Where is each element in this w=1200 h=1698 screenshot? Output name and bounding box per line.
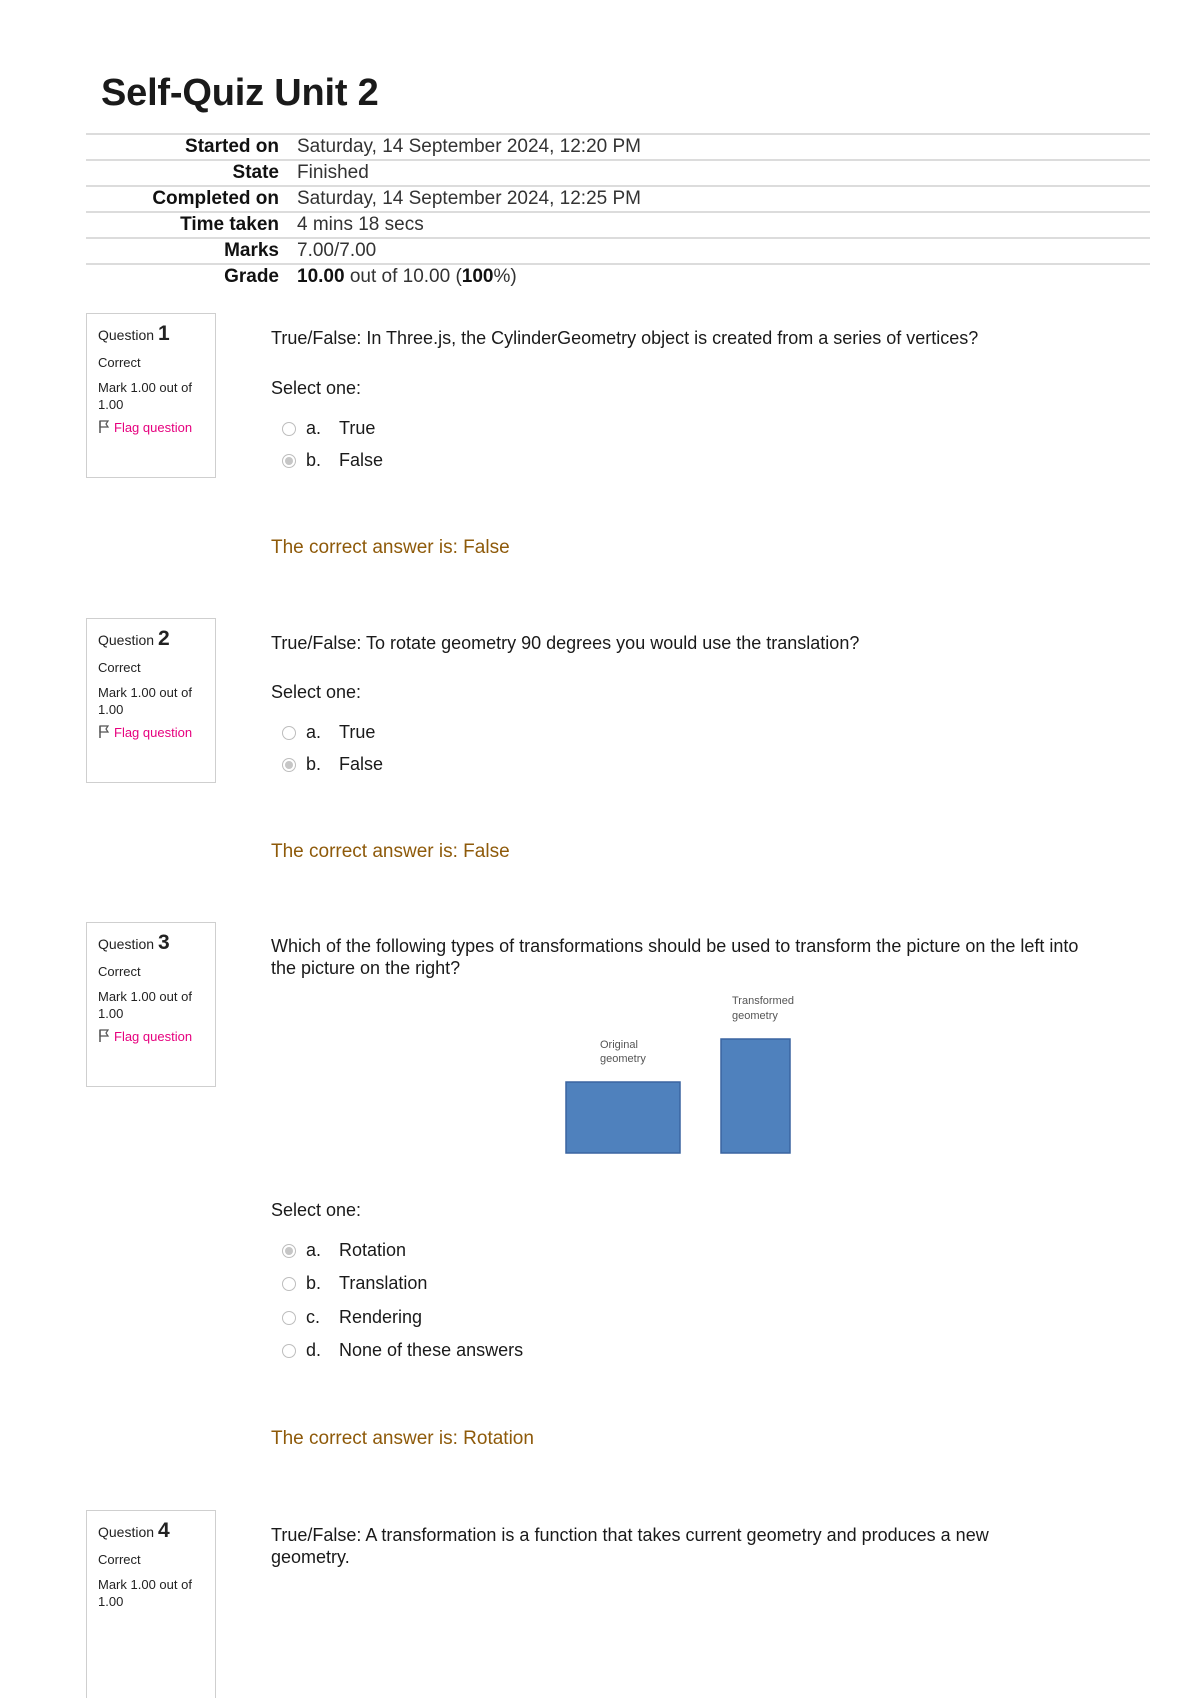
answer-option-selected[interactable] [282,752,383,776]
summary-row-started [86,134,1150,160]
option-letter: b. [306,450,322,470]
select-one-label: Select one: [271,682,362,702]
answer-option[interactable] [282,416,375,440]
transformed-geometry-rect [721,1039,790,1153]
question-state: Correct [98,964,141,979]
question-number [98,1519,215,1543]
option-letter: d. [306,1340,322,1360]
answer-option[interactable] [282,1305,422,1329]
option-text: None of these answers [339,1340,524,1360]
summary-label: Grade [86,264,297,289]
question-mark: Mark 1.00 out of 1.00 [98,380,192,412]
radio-button[interactable] [282,1311,296,1325]
summary-row-marks [86,238,1150,264]
option-letter: c. [306,1307,321,1327]
option-letter: a. [306,722,322,742]
radio-button[interactable] [282,422,296,436]
radio-button[interactable] [282,1244,296,1258]
question-number-value: 3 [158,931,170,954]
question-number-value: 1 [158,322,170,345]
flag-label: Flag question [114,420,193,435]
question-number [98,322,215,346]
select-one-label: Select one: [271,378,362,398]
question-info-4 [86,1510,216,1698]
question-info-2 [86,618,216,783]
summary-row-time-taken [86,212,1150,238]
radio-button[interactable] [282,726,296,740]
select-one-label: Select one: [271,1200,362,1220]
option-text: Rendering [339,1307,423,1327]
summary-row-grade [86,264,1150,289]
summary-label: Time taken [86,212,297,238]
radio-button[interactable] [282,454,296,468]
question-mark: Mark 1.00 out of 1.00 [98,989,192,1021]
flag-label: Flag question [114,1029,193,1044]
question-mark: Mark 1.00 out of 1.00 [98,1577,192,1609]
flag-question-link[interactable] [98,419,215,436]
correct-answer-feedback: The correct answer is: False [271,841,510,862]
summary-value [297,264,1150,289]
question-text-3: Which of the following types of transformations should be used to transform the picture on the left into the picture on the right? [271,936,1079,978]
grade-out-of: out of 10.00 ( [344,266,462,287]
summary-value: 7.00/7.00 [297,238,1150,264]
question-text-2: True/False: To rotate geometry 90 degrees you would use the translation? [271,633,860,653]
question-mark: Mark 1.00 out of 1.00 [98,685,192,717]
original-label-line-2: geometry [600,1053,646,1065]
question-number [98,931,215,955]
option-text: False [339,450,384,470]
question-state: Correct [98,355,141,370]
question-state: Correct [98,1552,141,1567]
option-letter: b. [306,754,322,774]
option-text: True [339,722,376,742]
summary-value: Saturday, 14 September 2024, 12:25 PM [297,186,1150,212]
transformation-figure [560,990,820,1170]
answer-option[interactable] [282,720,375,744]
transformed-label-line-1: Transformed [732,995,794,1007]
flag-question-link[interactable] [98,724,215,741]
grade-value: 10.00 [297,266,345,287]
radio-button[interactable] [282,1277,296,1291]
summary-row-completed [86,186,1150,212]
correct-answer-feedback: The correct answer is: Rotation [271,1428,534,1449]
page-title: Self-Quiz Unit 2 [101,72,379,114]
option-letter: b. [306,1273,322,1293]
correct-answer-feedback: The correct answer is: False [271,537,510,558]
summary-label: State [86,160,297,186]
question-number-value: 4 [158,1519,170,1542]
flag-label: Flag question [114,725,193,740]
radio-button[interactable] [282,1344,296,1358]
summary-value: 4 mins 18 secs [297,212,1150,238]
option-text: True [339,418,376,438]
transformed-label-line-2: geometry [732,1010,778,1022]
flag-icon [98,1029,110,1043]
summary-value: Finished [297,160,1150,186]
answer-option[interactable] [282,1271,427,1295]
attempt-summary-table [86,133,1150,289]
flag-question-link[interactable] [98,1028,215,1045]
answer-option-selected[interactable] [282,448,383,472]
question-word: Question [98,632,155,648]
question-number-value: 2 [158,627,170,650]
question-word: Question [98,1524,155,1540]
question-text-4: True/False: A transformation is a function that takes current geometry and produces a new geometry. [271,1525,989,1567]
answer-option[interactable] [282,1338,523,1362]
grade-percent: 100 [461,266,494,287]
question-text-1: True/False: In Three.js, the CylinderGeometry object is created from a series of vertices? [271,328,979,348]
option-letter: a. [306,1240,322,1260]
radio-button[interactable] [282,758,296,772]
option-text: False [339,754,384,774]
summary-value: Saturday, 14 September 2024, 12:20 PM [297,134,1150,160]
option-letter: a. [306,418,322,438]
grade-percent-suffix: %) [493,266,517,287]
question-word: Question [98,936,155,952]
question-state: Correct [98,660,141,675]
summary-row-state [86,160,1150,186]
option-text: Translation [339,1273,428,1293]
original-label-line-1: Original [600,1039,638,1051]
summary-label: Started on [86,134,297,160]
question-info-1 [86,313,216,478]
question-number [98,627,215,651]
summary-label: Completed on [86,186,297,212]
flag-icon [98,420,110,434]
summary-label: Marks [86,238,297,264]
original-geometry-rect [566,1082,680,1153]
flag-icon [98,725,110,739]
question-word: Question [98,327,155,343]
question-info-3 [86,922,216,1087]
answer-option-selected[interactable] [282,1238,406,1262]
option-text: Rotation [339,1240,407,1260]
